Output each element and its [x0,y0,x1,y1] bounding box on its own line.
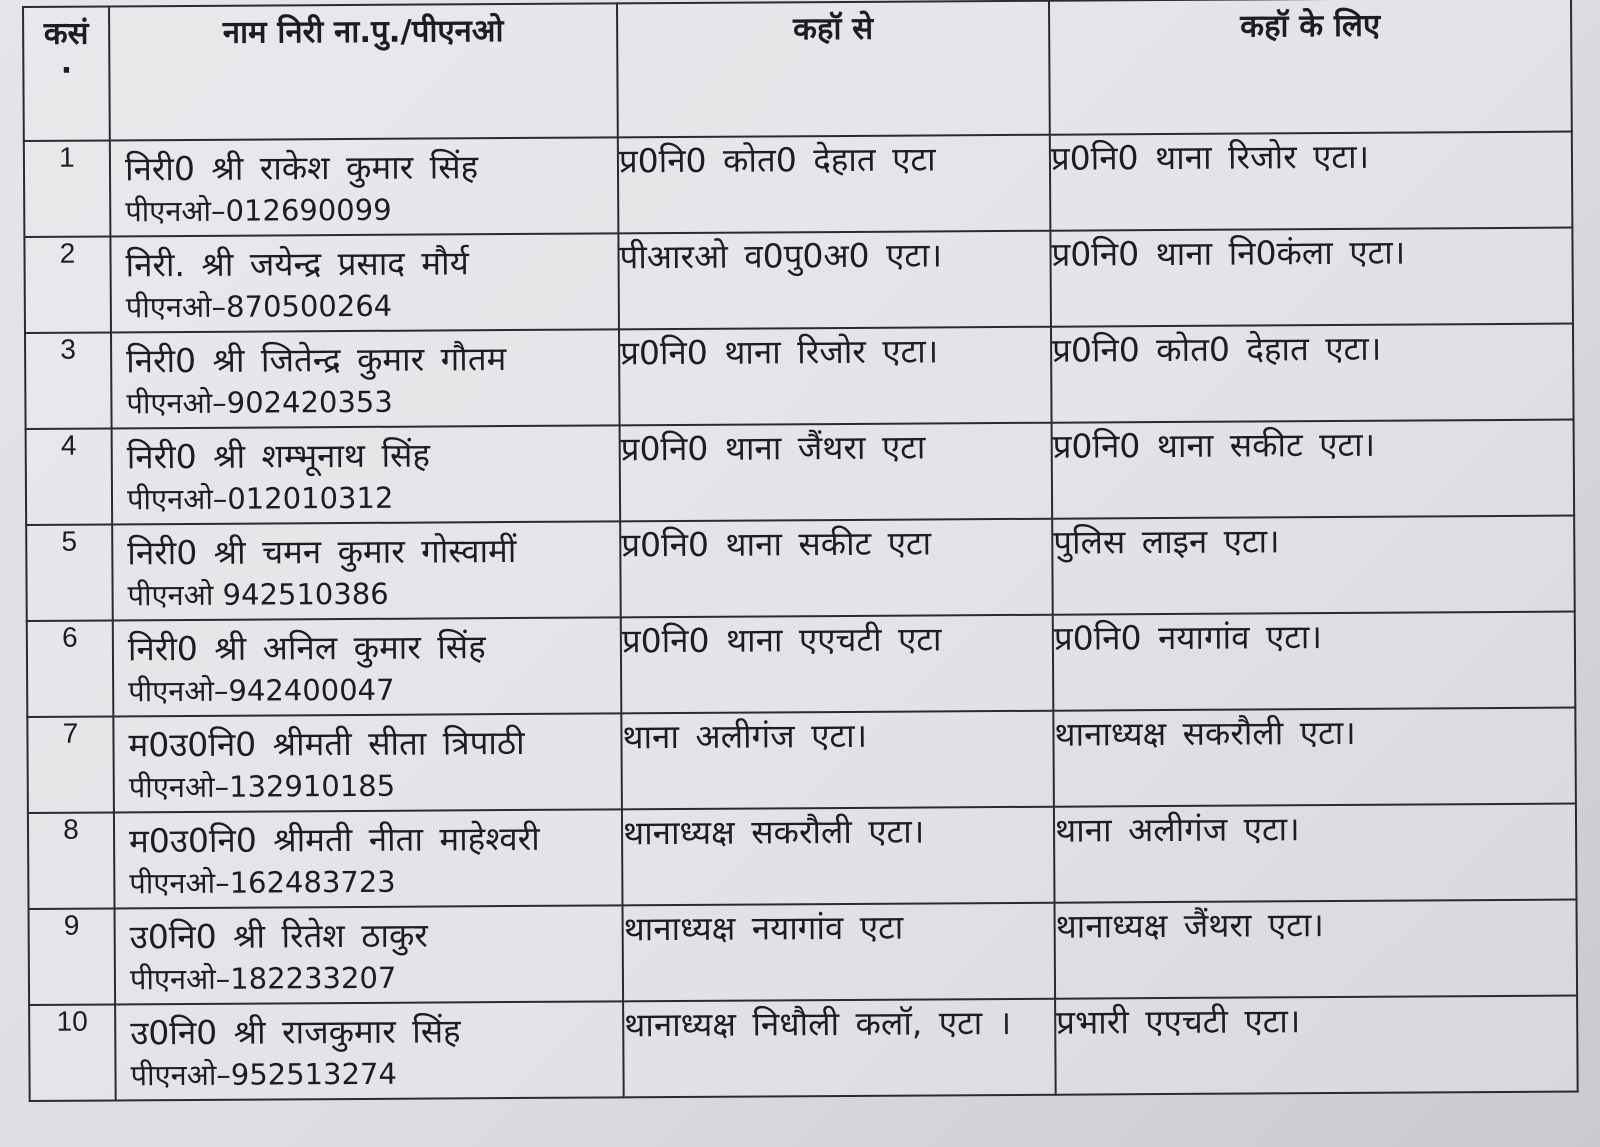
serial-number-cell: 3 [25,332,112,429]
table-row [24,132,1573,237]
to-place-cell: प्र0नि0 कोत0 देहात एटा। [1051,324,1574,423]
name-cell [115,905,624,1004]
from-place-cell: प्र0नि0 थाना सकीट एटा [620,519,1053,618]
header-name: नाम निरी ना.पु./पीएनओ [109,3,618,140]
name-cell [111,329,620,428]
table-row [28,804,1577,909]
serial-number-cell: 5 [26,524,113,621]
officer-pno: पीएनओ–870500264 [125,288,393,325]
from-place-cell: थानाध्यक्ष नयागांव एटा [623,903,1056,1002]
table-row [29,996,1578,1101]
to-place-cell: प्रभारी एएचटी एटा। [1055,996,1578,1095]
officer-name: उ0नि0 श्री रितेश ठाकुर [129,915,428,957]
table-row [26,516,1575,621]
table-row [27,612,1576,717]
table-row [24,228,1573,333]
name-cell [110,137,619,236]
to-place-cell: पुलिस लाइन एटा। [1052,516,1575,615]
from-place-cell: प्र0नि0 कोत0 देहात एटा [618,135,1051,234]
name-cell [115,1001,624,1100]
officer-name: म0उ0नि0 श्रीमती नीता माहेश्वरी [128,818,540,861]
serial-number-cell: 10 [29,1004,116,1101]
to-place-cell: प्र0नि0 थाना सकीट एटा। [1052,420,1575,519]
serial-number-cell: 7 [27,716,114,813]
officer-pno: पीएनओ–182233207 [129,960,397,997]
header-to: कहॉ के लिए [1049,0,1572,135]
officer-name: म0उ0नि0 श्रीमती सीता त्रिपाठी [128,722,525,765]
name-cell [114,809,623,908]
header-serial-number [23,6,110,141]
officer-pno: पीएनओ–942400047 [128,672,395,709]
to-place-cell: प्र0नि0 थाना नि0कंला एटा। [1050,228,1573,327]
to-place-cell: थाना अलीगंज एटा। [1054,804,1577,903]
from-place-cell: थानाध्यक्ष निधौली कलॉ, एटा । [623,999,1056,1098]
officer-pno: पीएनओ–952513274 [130,1056,397,1093]
serial-number-cell: 6 [27,620,114,717]
officer-pno: पीएनओ–012010312 [126,480,394,517]
from-place-cell: पीआरओ व0पु0अ0 एटा। [618,231,1051,330]
name-cell [112,425,621,524]
officer-name: निरी0 श्री अनिल कुमार सिंह [127,627,486,669]
officer-name: निरी0 श्री चमन कुमार गोस्वामीं [127,530,517,573]
name-cell [112,521,621,620]
serial-number-cell: 1 [24,140,111,237]
serial-number-cell: 4 [26,428,113,525]
name-cell [113,713,622,812]
officer-name: निरी0 श्री जितेन्द्र कुमार गौतम [126,339,507,381]
to-place-cell: थानाध्यक्ष जैंथरा एटा। [1054,900,1577,999]
table-header-row [23,0,1572,141]
transfer-table [22,0,1579,1102]
from-place-cell: प्र0नि0 थाना एएचटी एटा [621,615,1054,714]
from-place-cell: थाना अलीगंज एटा। [621,711,1054,810]
document-sheet [22,0,1585,1106]
table-row [29,900,1578,1005]
officer-name: उ0नि0 श्री राजकुमार सिंह [130,1011,461,1053]
officer-pno: पीएनओ–012690099 [125,192,392,229]
header-serial-dot: . [60,45,73,81]
officer-name: निरी. श्री जयेन्द्र प्रसाद मौर्य [125,243,469,285]
serial-number-cell: 8 [28,812,115,909]
header-from: कहॉ से [617,1,1050,138]
officer-name: निरी0 श्री शम्भूनाथ सिंह [126,435,431,477]
officer-pno: पीएनओ–132910185 [128,768,396,805]
from-place-cell: थानाध्यक्ष सकरौली एटा। [622,807,1055,906]
officer-name: निरी0 श्री राकेश कुमार सिंह [124,147,479,189]
officer-pno: पीएनओ–902420353 [126,384,393,421]
to-place-cell: प्र0नि0 नयागांव एटा। [1053,612,1576,711]
from-place-cell: प्र0नि0 थाना जैंथरा एटा [620,423,1053,522]
table-row [26,420,1575,525]
to-place-cell: थानाध्यक्ष सकरौली एटा। [1053,708,1576,807]
table-row [25,324,1574,429]
name-cell [110,233,619,332]
serial-number-cell: 9 [29,908,116,1005]
serial-number-cell: 2 [24,236,111,333]
name-cell [113,617,622,716]
officer-pno: पीएनओ 942510386 [127,576,389,613]
officer-pno: पीएनओ–162483723 [129,864,396,901]
to-place-cell: प्र0नि0 थाना रिजोर एटा। [1050,132,1573,231]
from-place-cell: प्र0नि0 थाना रिजोर एटा। [619,327,1052,426]
table-row [27,708,1576,813]
header-serial-label: कसं [43,15,89,52]
